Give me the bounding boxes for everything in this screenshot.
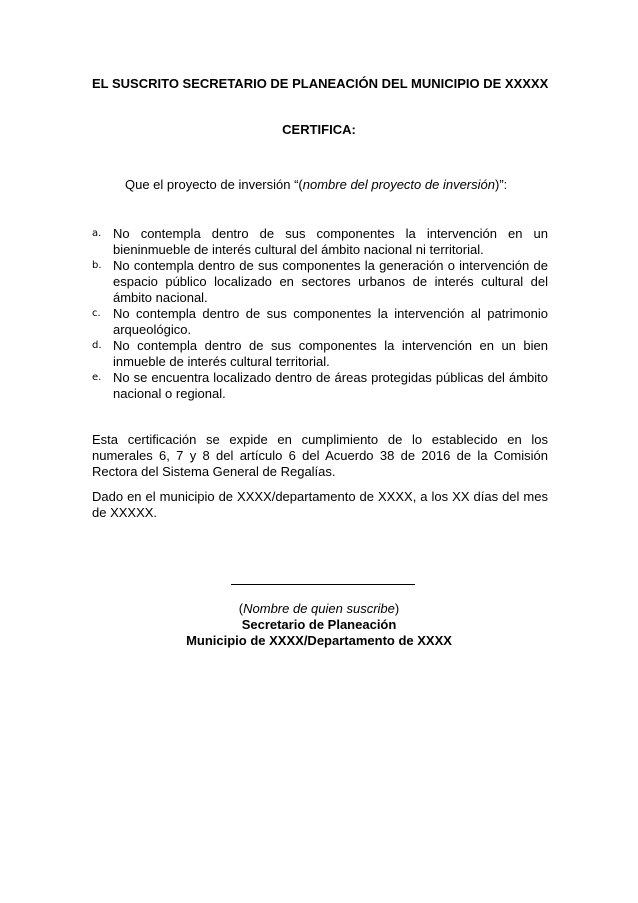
signer-name-placeholder: Nombre de quien suscribe xyxy=(243,601,395,616)
list-item-letter: d. xyxy=(92,340,102,351)
list-item-text: No se encuentra localizado dentro de áreas protegidas públicas del ámbito nacional o regional. xyxy=(113,370,548,401)
list-item xyxy=(92,306,548,338)
signer-name xyxy=(0,601,638,617)
list-item xyxy=(92,258,548,306)
list-item-letter: e. xyxy=(92,372,102,383)
compliance-paragraph: Esta certificación se expide en cumplimiento de lo establecido en los numerales 6, 7 y 8 del artículo 6 del Acuerdo 38 de 2016 de la Comisión Rectora del Sistema General de Regalías. xyxy=(92,432,548,479)
signer-entity: Municipio de XXXX/Departamento de XXXX xyxy=(186,633,452,648)
signer-role: Secretario de Planeación xyxy=(241,617,397,632)
signer-name-open-paren: ( xyxy=(238,601,244,616)
signer-name-close-paren: ) xyxy=(394,601,400,616)
given-paragraph: Dado en el municipio de XXXX/departamento de XXXX, a los XX días del mes de XXXXX. xyxy=(92,489,548,520)
list-item xyxy=(92,226,548,258)
project-name-placeholder: nombre del proyecto de inversión xyxy=(302,177,495,192)
list-item xyxy=(92,338,548,370)
list-item-letter: b. xyxy=(92,260,102,271)
list-item-letter: a. xyxy=(92,228,102,239)
intro-statement xyxy=(125,176,565,194)
list-item-text: No contempla dentro de sus componentes la intervención al patrimonio arqueológico. xyxy=(113,306,548,337)
certifica-title: CERTIFICA: xyxy=(282,122,356,137)
conditions-list xyxy=(92,226,548,402)
list-item xyxy=(92,370,548,402)
list-item-letter: c. xyxy=(92,308,101,319)
intro-suffix: )”: xyxy=(495,177,508,192)
list-item-text: No contempla dentro de sus componentes la generación o intervención de espacio público localizado en sectores urbanos de interés cultural del ámbito nacional. xyxy=(113,258,548,305)
list-item-text: No contempla dentro de sus componentes la intervención en un bieninmueble de interés cultural del ámbito nacional ni territorial. xyxy=(113,226,548,257)
document-heading: EL SUSCRITO SECRETARIO DE PLANEACIÓN DEL MUNICIPIO DE XXXXX xyxy=(92,76,549,91)
signature-line xyxy=(231,584,415,585)
list-item-text: No contempla dentro de sus componentes la intervención en un bien inmueble de interés cultural territorial. xyxy=(113,338,548,369)
intro-prefix: Que el proyecto de inversión “( xyxy=(125,177,303,192)
